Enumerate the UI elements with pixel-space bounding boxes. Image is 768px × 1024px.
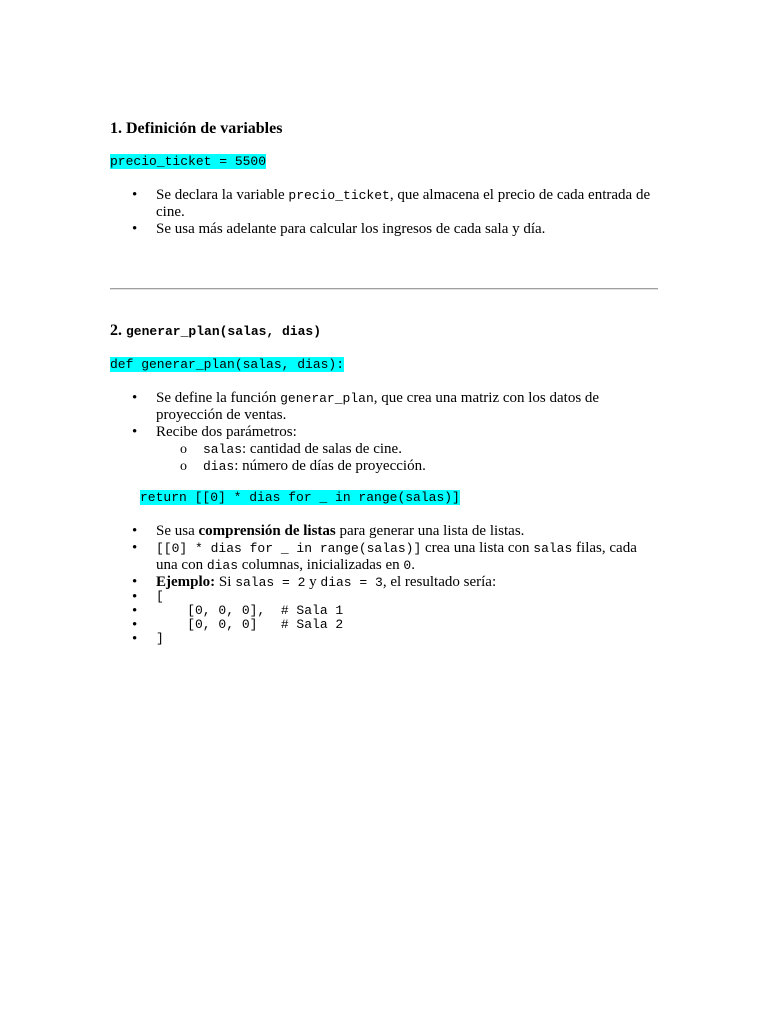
inline-code: salas = 2 (235, 575, 306, 590)
example-code-line: • [0, 0, 0], # Sala 1 (0, 604, 656, 618)
bullet-text: . (411, 557, 415, 573)
bullet-text: , que crea una matriz con los datos de proyección de ventas. (156, 390, 600, 423)
section-2-bullet-list-a (0, 390, 656, 475)
bullet-text: : número de días de proyección. (234, 458, 426, 474)
list-item (0, 424, 656, 475)
example-code-line: • [ (0, 590, 656, 604)
inline-code: dias (206, 558, 239, 573)
inline-code: dias (203, 459, 235, 474)
list-item (0, 187, 656, 221)
list-item (0, 574, 656, 591)
bullet-text: , el resultado sería: (382, 574, 497, 590)
inline-code: dias = 3 (320, 575, 383, 590)
list-item (0, 523, 656, 540)
bullet-text: crea una lista con (421, 540, 534, 556)
example-output-list (0, 590, 656, 646)
list-item (0, 390, 656, 424)
bold-text: Ejemplo: (156, 574, 216, 590)
inline-code: generar_plan (280, 391, 374, 406)
bullet-text: Se usa (156, 523, 199, 539)
bullet-text: , que almacena el precio de cada entrada de cine. (156, 187, 651, 220)
code-highlight: return [[0] * dias for _ in range(salas)] (140, 490, 460, 505)
bullet-text: Se declara la variable (156, 187, 289, 203)
code-precio-ticket (110, 154, 266, 170)
bullet-text: Recibe dos parámetros: (156, 424, 297, 440)
inline-code: 0 (403, 558, 412, 573)
code-highlight: def generar_plan(salas, dias): (110, 357, 345, 372)
example-code-line: • ] (0, 632, 656, 646)
section-2-bullet-list-b (0, 523, 656, 591)
inline-code: salas (533, 541, 573, 556)
bold-text: comprensión de listas (198, 523, 336, 539)
code-def-generar-plan (110, 357, 344, 373)
bullet-text: Si (215, 574, 236, 590)
section-1-bullet-list (0, 187, 656, 238)
bullet-text: para generar una lista de listas. (335, 523, 525, 539)
list-item (0, 221, 656, 238)
bullet-text: : cantidad de salas de cine. (242, 441, 402, 457)
example-code-line: • [0, 0, 0] # Sala 2 (0, 618, 656, 632)
section-2-heading (110, 322, 321, 340)
heading-code: generar_plan(salas, dias) (126, 324, 322, 339)
list-item (0, 540, 656, 574)
bullet-text: columnas, inicializadas en (238, 557, 404, 573)
heading-number: 2. (110, 322, 126, 339)
bullet-text: y (305, 574, 321, 590)
code-highlight: precio_ticket = 5500 (110, 154, 267, 169)
horizontal-divider (110, 288, 658, 290)
param-sublist (156, 441, 656, 475)
bullet-text: Se usa más adelante para calcular los ingresos de cada sala y día. (156, 221, 546, 237)
bullet-text: filas, cada una con (156, 540, 637, 573)
inline-code: salas (203, 442, 243, 457)
sublist-item (156, 441, 656, 458)
inline-code: [[0] * dias for _ in range(salas)] (156, 541, 422, 556)
code-return-statement (140, 490, 460, 506)
sublist-item (156, 458, 656, 475)
inline-code: precio_ticket (288, 188, 390, 203)
bullet-text: Se define la función (156, 390, 281, 406)
section-1-heading: 1. Definición de variables (110, 120, 283, 137)
